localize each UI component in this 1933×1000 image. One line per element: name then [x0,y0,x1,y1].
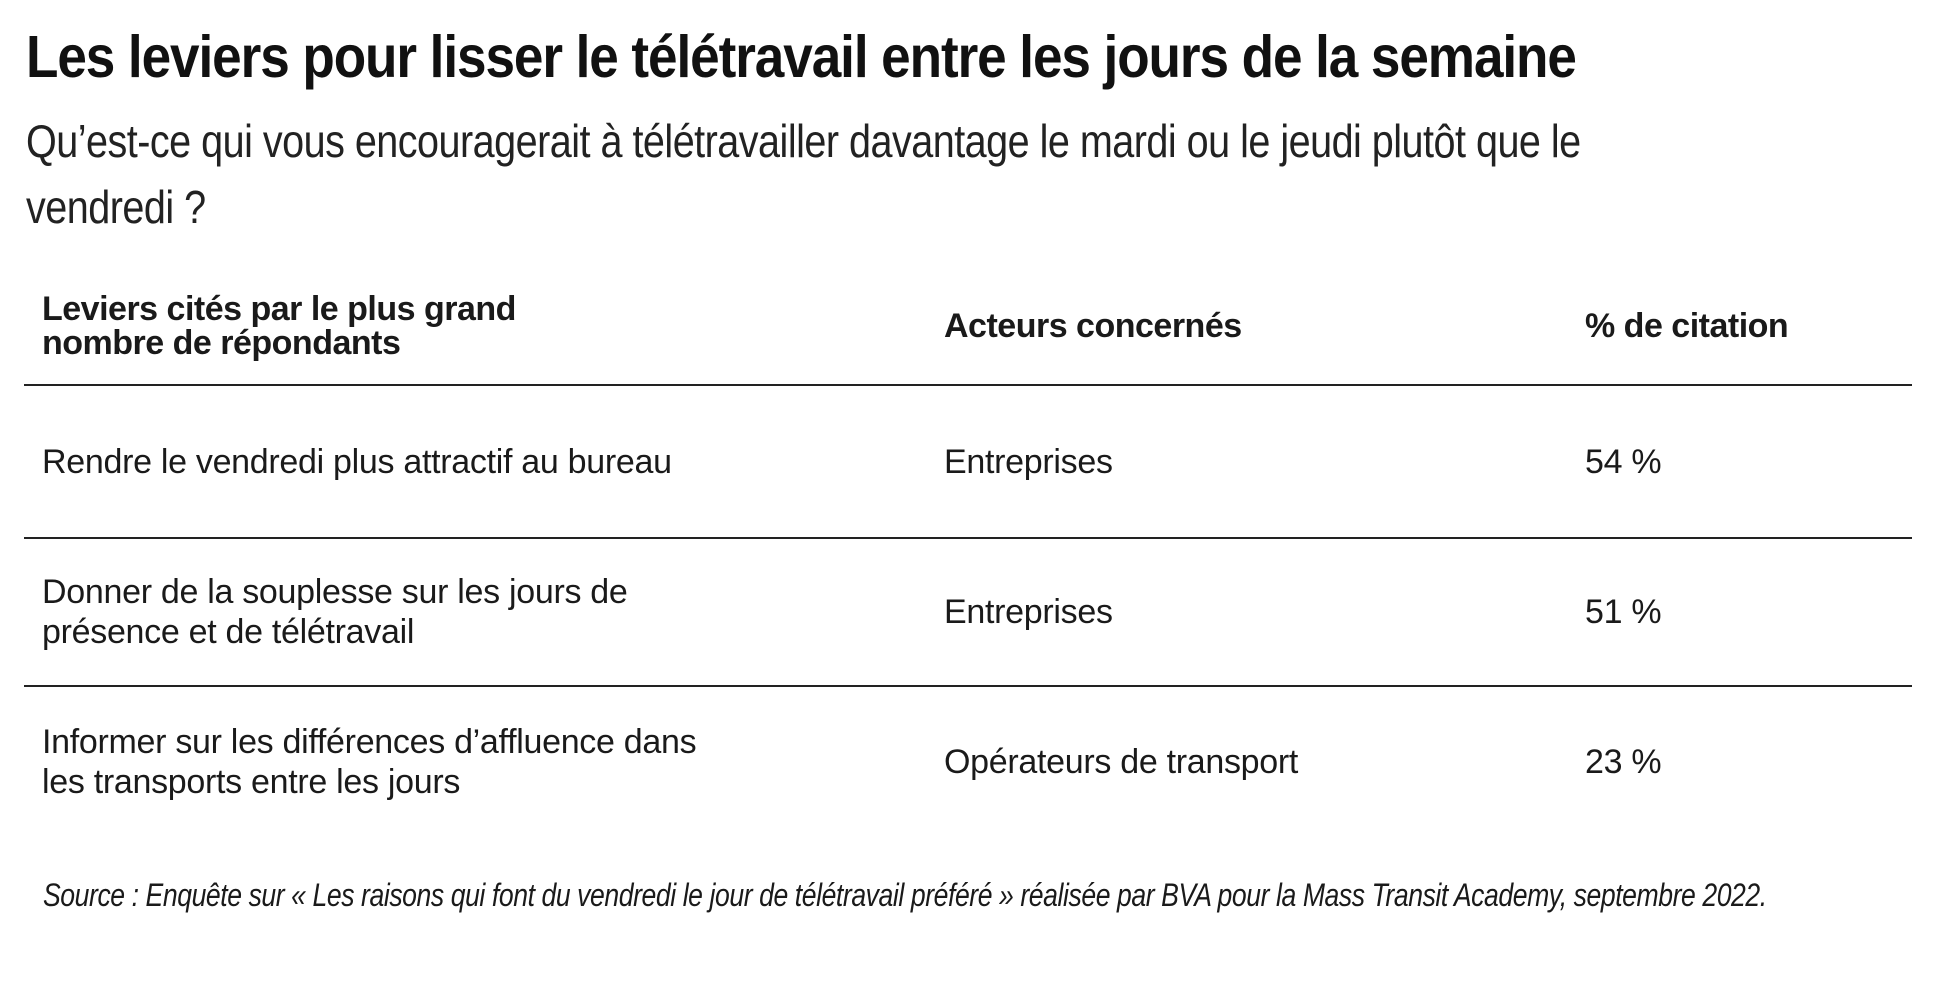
citation-cell: 51 % [1567,538,1912,686]
table-header [24,268,1912,385]
table-row [24,686,1912,837]
citation-cell: 23 % [1585,743,1662,781]
chart-title: Les leviers pour lisser le télétravail entre les jours de la semaine [26,24,1576,90]
levers-table [24,268,1912,837]
table-row [24,385,1912,538]
header-row [24,268,1912,385]
actors-cell: Entreprises [926,385,1567,538]
table-row [24,538,1912,686]
actors-cell: Entreprises [926,538,1567,686]
citation-cell: 54 % [1567,385,1912,538]
levers-table-container [24,268,1912,837]
header-actors: Acteurs concernés [926,268,1567,385]
source-note: Source : Enquête sur « Les raisons qui font du vendredi le jour de télétravail préféré » réalisée par BVA pour la Mass Transit Academy, septembre 2022. [43,877,1767,913]
lever-cell: Rendre le vendredi plus attractif au bureau [24,385,926,538]
header-levers: Leviers cités par le plus grand nombre de répondants [24,268,926,385]
chart-subtitle: Qu’est-ce qui vous encouragerait à télétravailler davantage le mardi ou le jeudi plutôt que le vendredi ? [26,115,1581,233]
header-citation: % de citation [1567,268,1912,385]
table-body [24,385,1912,837]
lever-cell: Informer sur les différences d’affluence dans les transports entre les jours [42,723,697,801]
lever-cell: Donner de la souplesse sur les jours de présence et de télétravail [24,538,926,686]
actors-cell: Opérateurs de transport [944,743,1299,781]
